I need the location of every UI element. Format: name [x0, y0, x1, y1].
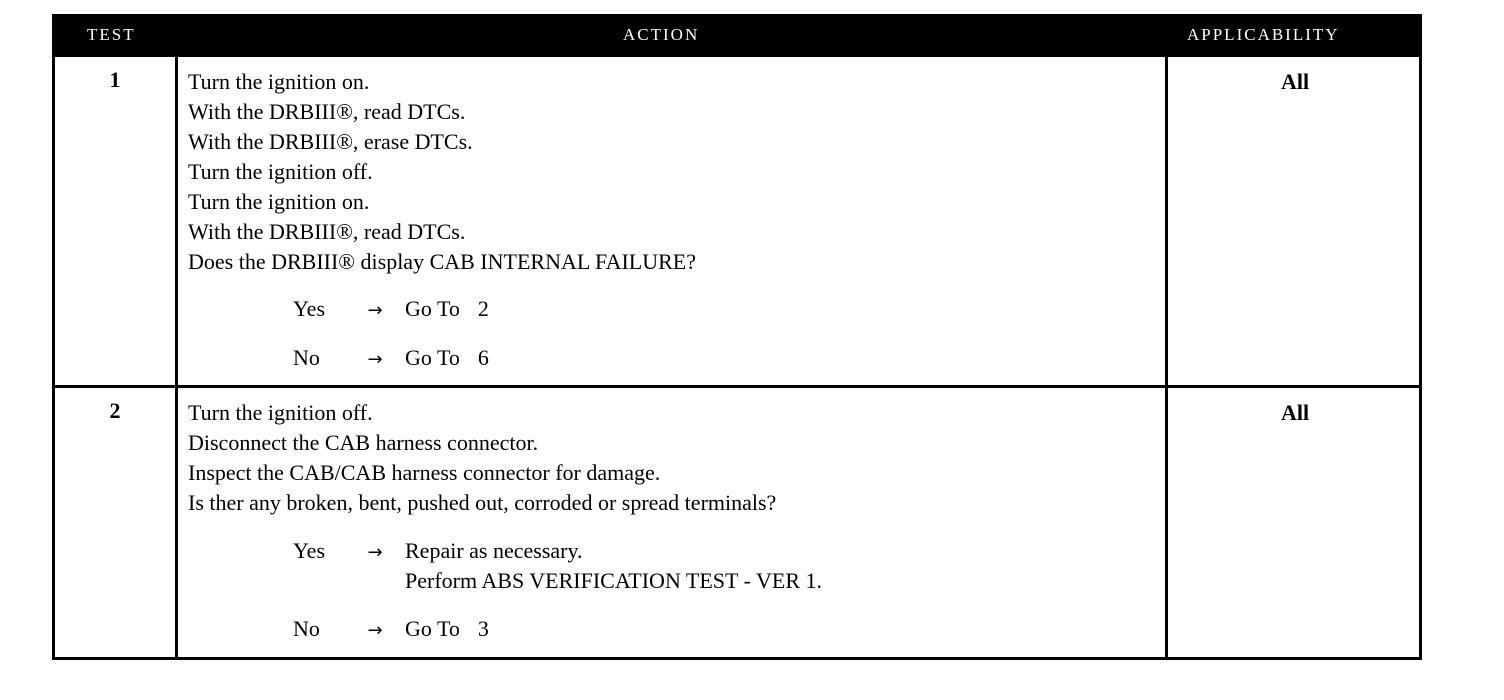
answer-label: Yes	[293, 296, 326, 321]
answer-goto: Go To 2	[405, 296, 489, 321]
action-step: Inspect the CAB/CAB harness connector for damage.	[188, 460, 661, 485]
action-step: Turn the ignition off.	[188, 159, 373, 184]
action-step: Does the DRBIII® display CAB INTERNAL FAILURE?	[188, 249, 696, 274]
right-arrow-icon: →	[367, 300, 383, 321]
answer-goto: Go To 3	[405, 616, 489, 641]
header-action: ACTION	[623, 25, 700, 44]
answer-yes	[293, 536, 822, 596]
table-header	[55, 17, 1419, 57]
table-row	[55, 57, 1419, 385]
right-arrow-icon: →	[367, 620, 383, 641]
test-number: 1	[109, 67, 121, 92]
action-step: Turn the ignition on.	[188, 189, 370, 214]
right-arrow-icon: →	[367, 349, 383, 370]
goto-number: 2	[477, 296, 489, 321]
action-step: With the DRBIII®, erase DTCs.	[188, 129, 473, 154]
action-step: With the DRBIII®, read DTCs.	[188, 99, 466, 124]
action-step: Turn the ignition on.	[188, 69, 370, 94]
applicability-value: All	[1280, 400, 1310, 425]
answer-label: Yes	[293, 538, 326, 563]
action-steps	[188, 67, 1148, 277]
right-arrow-icon: →	[367, 542, 383, 563]
applicability-value: All	[1280, 69, 1310, 94]
answer-line: Repair as necessary.	[405, 538, 583, 563]
action-step: With the DRBIII®, read DTCs.	[188, 219, 466, 244]
action-step: Is ther any broken, bent, pushed out, corroded or spread terminals?	[188, 490, 777, 515]
goto-number: 3	[477, 616, 489, 641]
answer-no	[293, 614, 489, 646]
answer-goto: Go To 6	[405, 345, 489, 370]
answer-label: No	[293, 616, 320, 641]
answer-no	[293, 343, 489, 375]
answer-label: No	[293, 345, 320, 370]
action-step: Disconnect the CAB harness connector.	[188, 430, 539, 455]
answer-yes	[293, 294, 489, 326]
test-number: 2	[109, 398, 121, 423]
goto-number: 6	[477, 345, 489, 370]
table-row	[55, 388, 1419, 660]
header-test: TEST	[87, 25, 136, 44]
diagnostic-table	[52, 14, 1422, 660]
header-applicability: APPLICABILITY	[1187, 25, 1340, 44]
action-steps	[188, 398, 1148, 518]
answer-instructions	[405, 536, 822, 596]
action-step: Turn the ignition off.	[188, 400, 373, 425]
answer-line: Perform ABS VERIFICATION TEST - VER 1.	[405, 568, 823, 593]
